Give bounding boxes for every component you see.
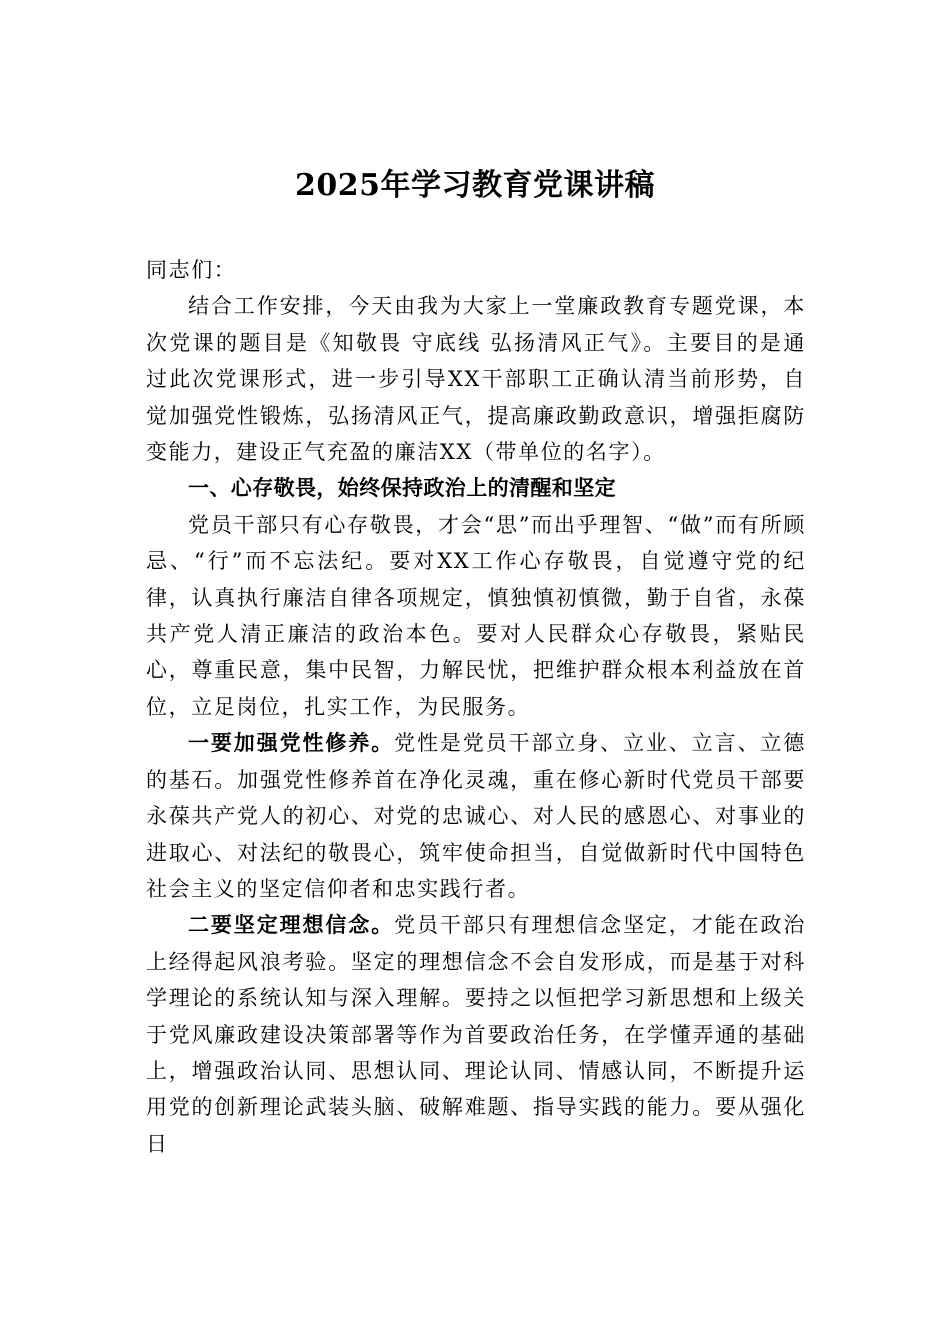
point-one-text: 党性是党员干部立身、立业、立言、立德的基石。加强党性修养首在净化灵魂，重在修心新时代党员干部要永葆共产党人的初心、对党的忠诚心、对人民的感恩心、对事业的进取心、对法纪的敬畏心，筑牢使命担当，自觉做新时代中国特色社会主义的坚定信仰者和忠实践行者。 bbox=[146, 731, 806, 901]
point-two-text: 党员干部只有理想信念坚定，才能在政治上经得起风浪考验。坚定的理想信念不会自发形成，而是基于对科学理论的系统认知与深入理解。要持之以恒把学习新思想和上级关于党风廉政建设决策部署等作为首要政治任务，在学懂弄通的基础上，增强政治认同、思想认同、理论认同、情感认同，不断提升运用党的创新理论武装头脑、破解难题、指导实践的能力。要从强化日 bbox=[146, 913, 806, 1156]
point-one-lead: 一要加强党性修养。 bbox=[188, 730, 395, 756]
section-heading: 一、心存敬畏，始终保持政治上的清醒和坚定 bbox=[188, 475, 616, 501]
section-paragraph: 党员干部只有心存敬畏，才会“思”而出乎理智、“做”而有所顾忌、“行”而不忘法纪。要对XX工作心存敬畏，自觉遵守党的纪律，认真执行廉洁自律各项规定，慎独慎初慎微，勤于自省，永葆共产党人清正廉洁的政治本色。要对人民群众心存敬畏，紧贴民心，尊重民意，集中民智，力解民忧，把维护群众根本利益放在首位，立足岗位，扎实工作，为民服务。 bbox=[146, 512, 806, 719]
document-title: 2025年学习教育党课讲稿 bbox=[295, 168, 655, 203]
point-one-paragraph bbox=[146, 725, 806, 907]
point-two-paragraph bbox=[146, 907, 806, 1162]
document-body bbox=[146, 252, 806, 1162]
point-two-lead: 二要坚定理想信念。 bbox=[188, 912, 395, 938]
intro-paragraph: 结合工作安排，今天由我为大家上一堂廉政教育专题党课，本次党课的题目是《知敬畏 守底线 弘扬清风正气》。主要目的是通过此次党课形式，进一步引导XX干部职工正确认清当前形势，自觉加强党性锻炼，弘扬清风正气，提高廉政勤政意识，增强拒腐防变能力，建设正气充盈的廉洁XX（带单位的名字）。 bbox=[146, 294, 806, 465]
greeting: 同志们： bbox=[146, 258, 237, 282]
